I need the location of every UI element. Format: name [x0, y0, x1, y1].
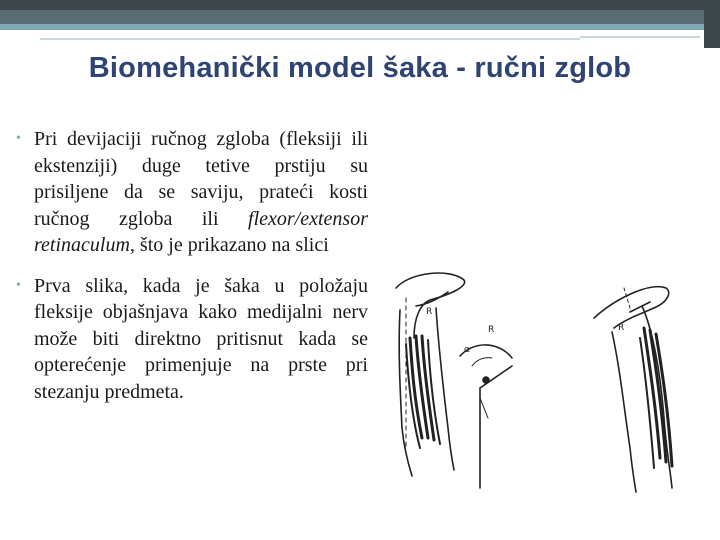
- forearm-outline-right: [436, 308, 454, 470]
- axis-line: [624, 288, 630, 308]
- extended-hand-outline: [594, 287, 669, 318]
- pivot-point: [483, 377, 489, 383]
- header-corner-block: [704, 0, 720, 48]
- header-rule: [40, 38, 580, 40]
- flexed-hand-outline: [396, 273, 465, 338]
- italic-term: retinaculum: [34, 234, 130, 256]
- slide-body: [16, 126, 368, 419]
- figure-label: R: [488, 325, 495, 335]
- bullet-item: [16, 273, 368, 406]
- bullet-text: Prva slika, kada je šaka u položaju fleksije objašnjava kako medijalni nerv može biti direktno pritisnut kada se opterećenje primenjuje na prste pri stezanju predmeta.: [34, 274, 368, 403]
- header-accent-strip: [0, 24, 720, 30]
- header-decoration: [0, 0, 720, 34]
- slide-title: Biomehanički model šaka - ručni zglob: [88, 52, 632, 84]
- angle-arc-inner: [472, 358, 492, 366]
- bullet-marker: •: [16, 131, 21, 146]
- bullet-text: Pri devijaciji ručnog zgloba (fleksiji ili ekstenziji) duge tetive prstiju su prisiljene da se saviju, prateći kosti ručnog zgloba ili flexor/extensor retinaculum, što je prikazano na slici: [34, 128, 368, 256]
- wrist-diagram-svg: [380, 248, 700, 518]
- figure-label: R: [618, 323, 625, 333]
- figure-label: R: [426, 307, 433, 317]
- wrist-diagram: [380, 248, 700, 518]
- angle-arm-2: [480, 398, 488, 418]
- forearm-outline-left: [612, 332, 636, 492]
- bullet-marker: •: [16, 277, 21, 293]
- header-rule-short: [580, 36, 700, 38]
- header-dark-strip: [0, 0, 720, 10]
- bullet-item: [16, 126, 368, 259]
- figure-label: α: [464, 345, 470, 355]
- tendon-bundle: [428, 340, 440, 444]
- italic-term: flexor/extensor: [248, 207, 368, 230]
